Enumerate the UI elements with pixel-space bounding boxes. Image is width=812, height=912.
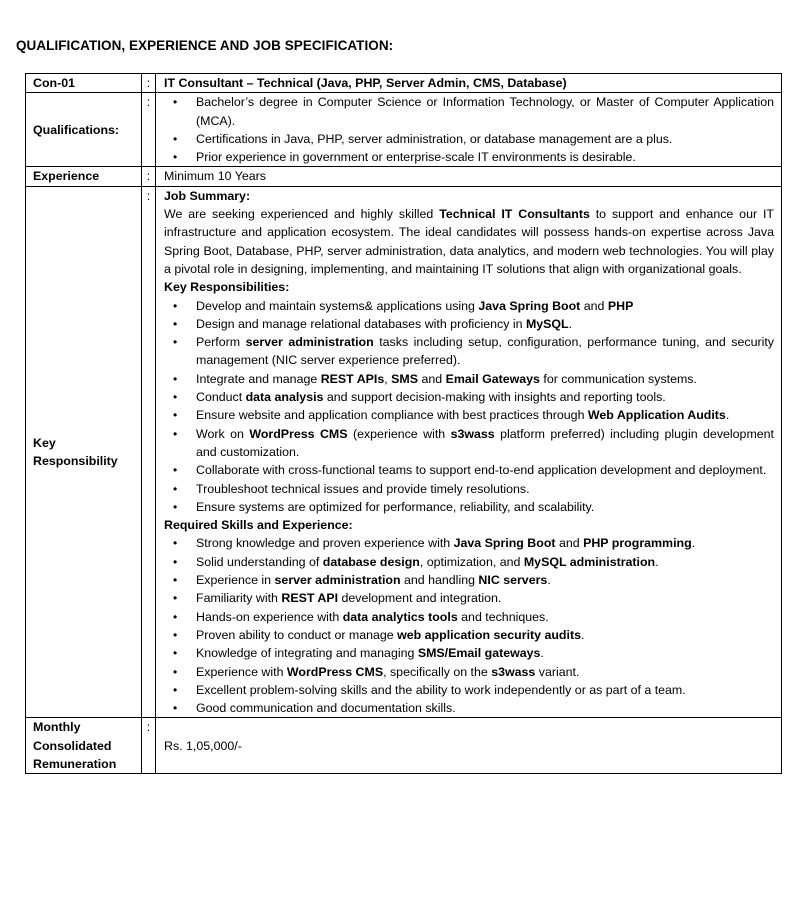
item-text: , specifically on the: [383, 664, 492, 679]
list-item: [164, 370, 774, 388]
remuneration-value: Rs. 1,05,000/-: [156, 718, 782, 774]
item-text: Strong knowledge and proven experience with: [196, 536, 454, 551]
list-item: • Certifications in Java, PHP, server administration, or database management are a plus.: [164, 130, 774, 148]
list-item: • Prior experience in government or enterprise-scale IT environments is desirable.: [164, 148, 774, 166]
emphasis-text: PHP: [607, 298, 634, 313]
item-text: Experience with: [196, 664, 287, 679]
item-text: Perform: [196, 335, 246, 350]
emphasis-text: Email Gateways: [445, 371, 540, 386]
list-item: [164, 663, 774, 681]
emphasis-text: data analysis: [245, 390, 324, 405]
skills-list: [164, 534, 774, 717]
list-item: [164, 534, 774, 552]
key-responsibility-content: [156, 186, 782, 718]
row-qualifications: [26, 93, 782, 167]
colon-separator: :: [142, 74, 156, 93]
list-item: [164, 388, 774, 406]
post-code-label: Con-01: [26, 74, 142, 93]
list-item: [164, 608, 774, 626]
emphasis-text: NIC servers: [478, 573, 548, 588]
item-text: and: [418, 371, 446, 386]
item-text: and techniques.: [457, 609, 549, 624]
summary-text-part: We are seeking experienced and highly skilled: [164, 207, 440, 222]
qualifications-list: [164, 93, 774, 166]
emphasis-text: MySQL administration: [523, 554, 656, 569]
colon-separator: :: [142, 718, 156, 774]
item-text: Knowledge of integrating and managing: [196, 646, 418, 661]
item-text: for communication systems.: [539, 371, 697, 386]
row-experience: [26, 167, 782, 186]
list-item: [164, 333, 774, 370]
list-item: [164, 461, 774, 479]
item-text: , optimization, and: [419, 554, 524, 569]
emphasis-text: SMS/Email gateways: [417, 646, 541, 661]
list-item: [164, 681, 774, 699]
emphasis-text: s3wass: [450, 426, 495, 441]
row-key-responsibility: [26, 186, 782, 718]
row-remuneration: [26, 718, 782, 774]
emphasis-text: MySQL: [525, 316, 569, 331]
list-item: [164, 699, 774, 717]
remuneration-label: [26, 718, 142, 774]
experience-label: Experience: [26, 167, 142, 186]
list-item: [164, 297, 774, 315]
item-text: Collaborate with cross-functional teams to support end-to-end application development and deployment.: [196, 463, 767, 478]
responsibilities-list: [164, 297, 774, 517]
list-item: [164, 589, 774, 607]
item-text: Good communication and documentation skills.: [196, 701, 456, 716]
job-summary-text: [164, 205, 774, 278]
item-text: tasks including setup, configuration, performance tuning, and security management (NIC server experience preferred).: [196, 335, 774, 368]
key-responsibility-label: Key Responsibility: [26, 186, 142, 718]
emphasis-text: data analytics tools: [342, 609, 458, 624]
emphasis-text: server administration: [245, 335, 374, 350]
row-post: [26, 74, 782, 93]
section-heading: QUALIFICATION, EXPERIENCE AND JOB SPECIFICATION:: [16, 38, 394, 53]
remuneration-label-line: Monthly: [33, 720, 81, 735]
item-text: Integrate and manage: [196, 371, 321, 386]
item-text: and handling: [400, 573, 479, 588]
item-text: .: [725, 408, 730, 423]
item-text: Hands-on experience with: [196, 609, 343, 624]
item-text: development and integration.: [338, 591, 502, 606]
emphasis-text: PHP programming: [583, 536, 692, 551]
item-text: (experience with: [347, 426, 451, 441]
remuneration-label-line: Consolidated: [33, 738, 112, 753]
item-text: Design and manage relational databases with proficiency in: [196, 316, 526, 331]
list-item: [164, 644, 774, 662]
emphasis-text: SMS: [391, 371, 419, 386]
summary-text-bold: Technical IT Consultants: [439, 207, 590, 222]
list-item: • Bachelor’s degree in Computer Science or Information Technology, or Master of Computer Application (MCA).: [164, 93, 774, 130]
remuneration-label-line: Remuneration: [33, 756, 117, 771]
emphasis-text: s3wass: [491, 664, 536, 679]
summary-text-part: to support and enhance our IT infrastructure and application ecosystem. The ideal candidates will possess hands-on expertise across Java Spring Boot, Database, PHP, server administration, data analytics, and modern web technologies. You will play a pivotal role in designing, implementing, and maintaining IT solutions that align with organizational goals.: [164, 207, 774, 276]
item-text: Work on: [196, 426, 250, 441]
emphasis-text: WordPress CMS: [249, 426, 348, 441]
item-text: Solid understanding of: [196, 554, 323, 569]
list-item: [164, 553, 774, 571]
item-text: and support decision-making with insights and reporting tools.: [323, 390, 666, 405]
emphasis-text: Web Application Audits: [587, 408, 726, 423]
item-text: .: [568, 316, 573, 331]
list-item: [164, 498, 774, 516]
item-text: .: [540, 646, 544, 661]
item-text: Troubleshoot technical issues and provide timely resolutions.: [196, 481, 530, 496]
emphasis-text: Java Spring Boot: [478, 298, 581, 313]
item-text: Familiarity with: [196, 591, 282, 606]
item-text: Conduct: [196, 390, 246, 405]
list-item: [164, 626, 774, 644]
list-item: [164, 425, 774, 462]
item-text: Proven ability to conduct or manage: [196, 627, 398, 642]
item-text: and: [580, 298, 608, 313]
emphasis-text: REST APIs: [320, 371, 385, 386]
item-text: Develop and maintain systems& applications using: [196, 298, 479, 313]
item-text: Ensure systems are optimized for performance, reliability, and scalability.: [196, 499, 595, 514]
job-spec-table: [25, 73, 782, 774]
item-text: .: [547, 573, 551, 588]
emphasis-text: web application security audits: [397, 627, 581, 642]
item-text: variant.: [535, 664, 580, 679]
item-text: platform preferred) including plugin development and customization.: [196, 426, 774, 459]
colon-separator: :: [142, 167, 156, 186]
emphasis-text: server administration: [274, 573, 401, 588]
colon-separator: :: [142, 186, 156, 718]
list-item: [164, 406, 774, 424]
required-skills-title: Required Skills and Experience:: [164, 518, 353, 533]
item-text: .: [691, 536, 696, 551]
emphasis-text: database design: [322, 554, 420, 569]
item-text: Excellent problem-solving skills and the ability to work independently or as part of a team.: [196, 682, 686, 697]
post-title: IT Consultant – Technical (Java, PHP, Server Admin, CMS, Database): [156, 74, 782, 93]
qualifications-label: Qualifications:: [26, 93, 142, 167]
item-text: ,: [384, 371, 392, 386]
qualifications-content: [156, 93, 782, 167]
key-responsibilities-title: Key Responsibilities:: [164, 280, 290, 295]
item-text: Experience in: [196, 573, 275, 588]
experience-value: Minimum 10 Years: [156, 167, 782, 186]
emphasis-text: REST API: [281, 591, 339, 606]
item-text: .: [655, 554, 659, 569]
list-item: [164, 315, 774, 333]
emphasis-text: Java Spring Boot: [453, 536, 556, 551]
emphasis-text: WordPress CMS: [286, 664, 384, 679]
item-text: Ensure website and application compliance with best practices through: [196, 408, 588, 423]
item-text: and: [555, 536, 584, 551]
item-text: .: [580, 627, 585, 642]
list-item: [164, 571, 774, 589]
colon-separator: :: [142, 93, 156, 167]
list-item: [164, 480, 774, 498]
job-summary-title: Job Summary:: [164, 188, 251, 203]
